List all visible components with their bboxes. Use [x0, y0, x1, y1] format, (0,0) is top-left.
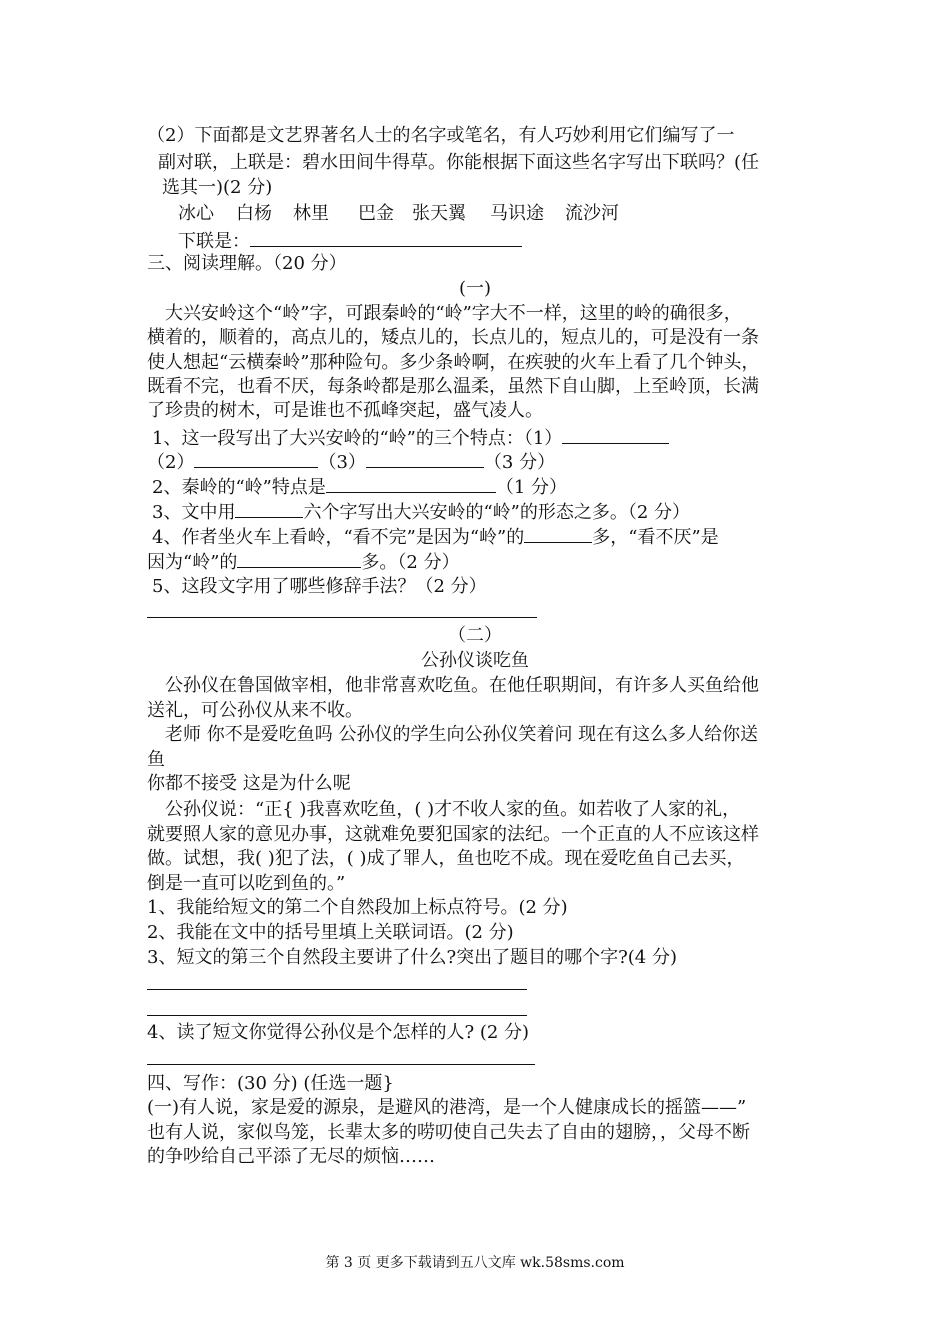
name-3: 林里	[293, 203, 329, 224]
part1-q4	[152, 524, 719, 550]
xialian-label: 下联是：	[178, 231, 250, 252]
part1-q3	[152, 499, 690, 525]
name-5: 张天翼	[412, 203, 466, 224]
part1-para-line: 了珍贵的树木，可是谁也不孤峰突起，盛气凌人。	[147, 400, 543, 421]
q3-blank[interactable]	[235, 499, 303, 518]
part1-q2	[152, 474, 567, 500]
q1-blank-1[interactable]	[562, 425, 669, 444]
q2-score: （1 分）	[495, 477, 568, 498]
q3-answer-line[interactable]	[147, 989, 527, 990]
part1-q1	[152, 425, 669, 451]
part2-p3: 倒是一直可以吃到鱼的。”	[147, 873, 346, 894]
part1-q4-cont	[147, 549, 460, 575]
q1-blank-3[interactable]	[366, 449, 484, 468]
name-4: 巴金	[358, 203, 394, 224]
part2-p2: 你都不接受 这是为什么呢	[147, 773, 351, 794]
q4-text-c: 因为“岭”的	[147, 552, 238, 573]
q2-text: 2、秦岭的“岭”特点是	[152, 477, 326, 498]
part2-p1: 送礼，可公孙仪从来不收。	[147, 700, 363, 721]
part2-p3: 就要照人家的意见办事，这就难免要犯国家的法纪。一个正直的人不应该这样	[147, 824, 759, 845]
q4-answer-line[interactable]	[147, 1064, 535, 1065]
part2-p2: 鱼	[147, 749, 165, 770]
section4-heading: 四、写作：(30 分) (任选一题}	[147, 1073, 394, 1094]
name-7: 流沙河	[565, 203, 619, 224]
part1-para-line: 横着的，顺着的，高点儿的，矮点儿的，长点儿的，短点儿的，可是没有一条	[147, 327, 759, 348]
q4-blank-2[interactable]	[237, 549, 361, 568]
q1-label-2: （2）	[147, 452, 195, 473]
part2-q2: 2、我能在文中的括号里填上关联词语。(2 分)	[147, 922, 514, 943]
part2-p3: 公孙仪说：“正{ )我喜欢吃鱼，( )才不收人家的鱼。如若收了人家的礼，	[165, 799, 741, 820]
part1-para-line: 大兴安岭这个“岭”字，可跟秦岭的“岭”字大不一样，这里的岭的确很多，	[165, 303, 742, 324]
part2-subtitle: 公孙仪谈吃鱼	[421, 650, 529, 671]
q1-score: （3 分）	[483, 452, 556, 473]
part1-para-line: 既看不完，也看不厌，每条岭都是那么温柔，虽然下自山脚，上至岭顶，长满	[147, 376, 759, 397]
part1-q1-cont	[147, 449, 555, 475]
q2-line3: 选其一)(2 分)	[162, 177, 273, 198]
q5-answer-line[interactable]	[147, 617, 537, 618]
part2-q3: 3、短文的第三个自然段主要讲了什么?突出了题目的哪个字?(4 分)	[147, 947, 677, 968]
part1-title: (一)	[458, 278, 492, 299]
part1-q1-text: 1、这一段写出了大兴安岭的“岭”的三个特点：（1）	[152, 428, 563, 449]
name-6: 马识途	[490, 203, 544, 224]
part2-p3: 做。试想，我( )犯了法，( )成了罪人，鱼也吃不成。现在爱吃鱼自己去买，	[147, 848, 745, 869]
section3-heading: 三、阅读理解。（20 分）	[147, 253, 347, 274]
part2-q1: 1、我能给短文的第二个自然段加上标点符号。(2 分)	[147, 897, 568, 918]
q1-blank-2[interactable]	[194, 449, 318, 468]
q4-text-b: 多，“看不厌”是	[592, 527, 719, 548]
q4-text-d: 多。（2 分）	[361, 552, 460, 573]
q4-blank-1[interactable]	[524, 524, 592, 543]
section4-line: (一)有人说，家是爱的源泉，是避风的港湾，是一个人健康成长的摇篮——”	[147, 1097, 747, 1118]
name-1: 冰心	[178, 203, 214, 224]
q4-text-a: 4、作者坐火车上看岭，“看不完”是因为“岭”的	[152, 527, 525, 548]
name-2: 白杨	[236, 203, 272, 224]
xialian-blank[interactable]	[250, 228, 522, 247]
page-footer: 第 3 页 更多下载请到五八文库 wk.58sms.com	[325, 1255, 625, 1271]
q2-line2: 副对联，上联是：碧水田间牛得草。你能根据下面这些名字写出下联吗？(任	[158, 152, 760, 173]
part2-title: （二）	[448, 625, 502, 646]
q3-text-a: 3、文中用	[152, 502, 236, 523]
q1-label-3: （3）	[318, 452, 366, 473]
q2-blank[interactable]	[326, 474, 496, 493]
q2-line1: （2）下面都是文艺界著名人士的名字或笔名，有人巧妙利用它们编写了一	[147, 125, 735, 146]
section4-line: 的争吵给自己平添了无尽的烦恼……	[147, 1146, 435, 1167]
part2-q4: 4、读了短文你觉得公孙仪是个怎样的人? (2 分)	[147, 1022, 530, 1043]
part2-p2: 老师 你不是爱吃鱼吗 公孙仪的学生向公孙仪笑着问 现在有这么多人给你送	[165, 724, 759, 745]
author-name-list	[178, 202, 619, 226]
q3-answer-line[interactable]	[147, 1015, 527, 1016]
part1-q5: 5、这段文字用了哪些修辞手法？（2 分）	[152, 576, 487, 597]
xialian-line	[178, 228, 522, 254]
q3-text-b: 六个字写出大兴安岭的“岭”的形态之多。（2 分）	[303, 502, 691, 523]
part1-para-line: 使人想起“云横秦岭”那种险句。多少条岭啊，在疾驶的火车上看了几个钟头，	[147, 352, 760, 373]
section4-line: 也有人说，家似鸟笼，长辈太多的唠叨使自己失去了自由的翅膀，，父母不断	[147, 1122, 750, 1143]
part2-p1: 公孙仪在鲁国做宰相，他非常喜欢吃鱼。在他任职期间，有许多人买鱼给他	[165, 675, 759, 696]
